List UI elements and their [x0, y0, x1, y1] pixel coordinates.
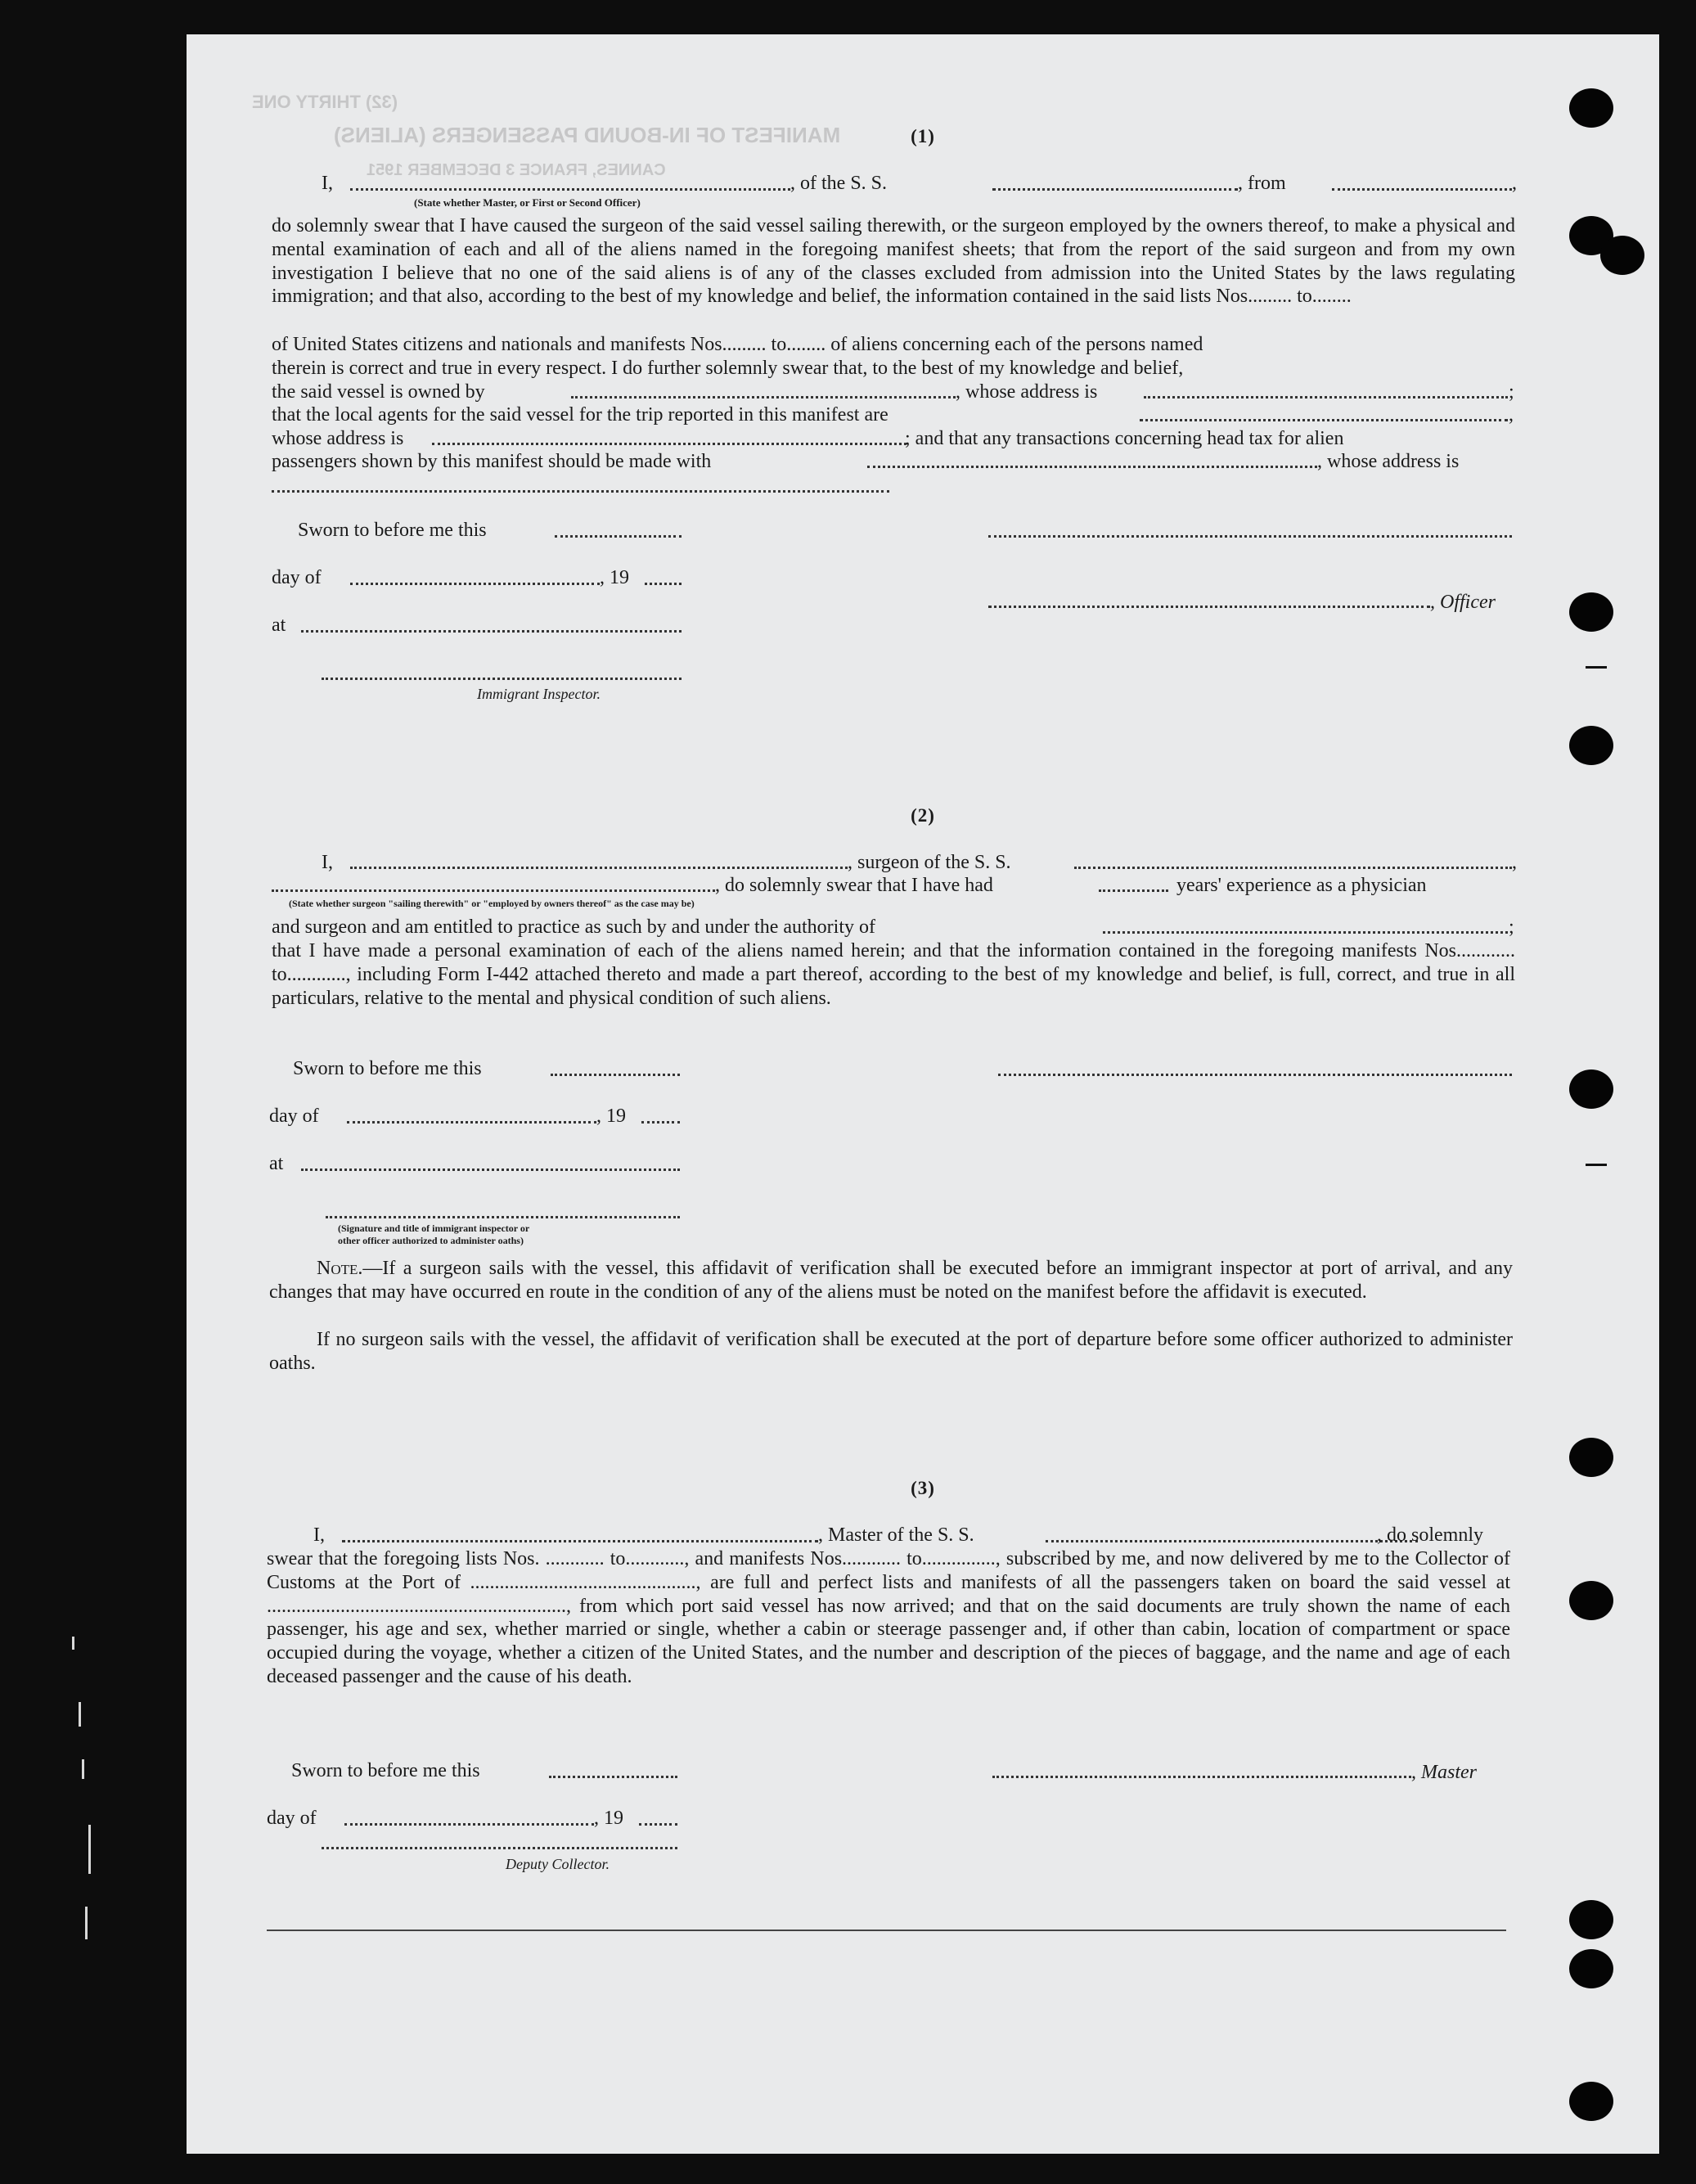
s1-blank-head-tax-party[interactable] — [867, 466, 1317, 468]
s2-blank-authority[interactable] — [1103, 931, 1508, 934]
punch-hole — [1569, 1581, 1613, 1620]
punch-hole — [1569, 2082, 1613, 2121]
section-3-number: (3) — [911, 1478, 935, 1498]
s2-status-note: (State whether surgeon "sailing therewith" or "employed by owners thereof" as the case may be) — [289, 898, 695, 909]
s3-sworn: Sworn to before me this — [291, 1760, 480, 1781]
scan-artifact — [85, 1907, 88, 1939]
s1-blank-sworn-date[interactable] — [555, 535, 682, 538]
section-1-number: (1) — [911, 126, 935, 146]
s2-blank-year[interactable] — [641, 1121, 680, 1124]
s2-blank-surgeon-name[interactable] — [350, 867, 848, 869]
s2-i: I, — [322, 852, 333, 873]
edge-tick — [1586, 1164, 1607, 1166]
punch-hole — [1569, 1900, 1613, 1939]
s2-blank-officer-signature[interactable] — [326, 1216, 680, 1218]
s1-blank-from[interactable] — [1332, 188, 1512, 191]
s1-blank-ship[interactable] — [992, 188, 1238, 191]
punch-hole — [1569, 592, 1613, 632]
punch-hole — [1569, 1949, 1613, 1988]
scan-artifact — [72, 1637, 74, 1650]
s3-blank-master-name[interactable] — [342, 1540, 818, 1542]
s1-blank-month[interactable] — [350, 583, 600, 585]
s1-whose-address: whose address is — [272, 428, 404, 449]
s3-nineteen: , 19 — [594, 1808, 623, 1829]
s3-body: swear that the foregoing lists Nos. ............ to............, and manifests Nos............ to..............., subscribed by me, and now delivered by me to the Collector of Customs at the Port of .............................................., are full and perfect lists and manifests of all the passengers taken on board the said vessel at ............................................................., from which port said vessel has now arrived; and that on the said documents are truly shown the name of each passenger, his age and sex, whether married or single, whether a cabin or steerage passenger and, if other than cabin, location of compartment or space occupied during the voyage, whether a citizen of the United States, and the number and description of the pieces of baggage, and the name and age of each deceased passenger and the cause of his death. — [267, 1548, 1510, 1687]
s3-master-of-ss: , Master of the S. S. — [818, 1524, 974, 1546]
s1-blank-inspector-signature[interactable] — [322, 678, 682, 680]
s2-blank-years[interactable] — [1099, 889, 1168, 892]
s1-from: , from — [1238, 173, 1286, 194]
s1-head-tax: ; and that any transactions concerning head tax for alien — [905, 428, 1344, 449]
s1-blank-pass-address[interactable] — [272, 490, 889, 493]
s2-blank-surgeon-signature[interactable] — [998, 1074, 1512, 1076]
s1-comma: , — [1512, 173, 1517, 194]
s2-semicolon: ; — [1509, 916, 1514, 938]
punch-hole — [1569, 1438, 1613, 1477]
s1-day-of: day of — [272, 567, 322, 588]
s2-blank-sworn-date[interactable] — [551, 1074, 680, 1076]
bleed-through-line-1: (32) THIRTY ONE — [252, 92, 398, 112]
s2-note-text: —If a surgeon sails with the vessel, this affidavit of verification shall be executed before an immigrant inspector at port of arrival, and any changes that may have occurred en route in the condition of any of the aliens must be noted on the manifest before the affidavit is executed. — [269, 1258, 1513, 1303]
s2-note — [269, 1257, 1513, 1304]
s1-blank-agents[interactable] — [1140, 419, 1508, 421]
s2-blank-month[interactable] — [347, 1121, 596, 1124]
s2-solemnly: , do solemnly swear that I have had — [715, 875, 993, 896]
punch-hole — [1569, 1069, 1613, 1109]
s3-master-label: , Master — [1411, 1762, 1477, 1783]
s2-comma: , — [1512, 852, 1517, 873]
section-2-number: (2) — [911, 805, 935, 826]
s1-body: do solemnly swear that I have caused the surgeon of the said vessel sailing therewith, or the surgeon employed by the owners thereof, to make a physical and mental examination of each and all of the aliens named in the foregoing manifest sheets; that from the report of the said surgeon and from my own investigation I believe that no one of the said aliens is of any of the classes excluded from admission into the United States by the laws regulating immigration; and that also, according to the best of my knowledge and belief, the information contained in the said lists Nos......... to........ — [272, 215, 1515, 308]
punch-hole — [1600, 236, 1644, 275]
s2-blank-status[interactable] — [272, 889, 715, 892]
edge-tick — [1586, 666, 1607, 669]
punch-hole — [1569, 726, 1613, 765]
s2-note-label: Note. — [317, 1258, 363, 1279]
s1-at: at — [272, 615, 286, 636]
s2-blank-ship[interactable] — [1074, 867, 1512, 869]
s3-blank-sworn-date[interactable] — [549, 1776, 677, 1778]
s1-owner-address-label: , whose address is — [956, 381, 1098, 403]
s1-blank-officer-name[interactable] — [350, 188, 790, 191]
s2-blank-place[interactable] — [301, 1169, 680, 1171]
s2-sig-note-2: other officer authorized to administer oaths) — [338, 1235, 524, 1246]
manifest-page — [187, 34, 1659, 2154]
s3-blank-master-signature[interactable] — [992, 1776, 1411, 1778]
s2-surgeon-of-ss: , surgeon of the S. S. — [848, 852, 1011, 873]
s3-solemnly: , do solemnly — [1377, 1524, 1483, 1546]
s3-day-of: day of — [267, 1808, 317, 1829]
s2-day-of: day of — [269, 1106, 319, 1127]
s1-pass-address: , whose address is — [1317, 451, 1460, 472]
s1-owned-by: the said vessel is owned by — [272, 381, 485, 403]
s1-us-citizens: of United States citizens and nationals and manifests Nos......... to........ of aliens concerning each of the persons named — [272, 334, 1203, 355]
s1-inspector-label: Immigrant Inspector. — [477, 686, 601, 702]
s2-body: that I have made a personal examination of each of the aliens named herein; and that the information contained in the foregoing manifests Nos............ to............, including Form I-442 attached thereto and made a part thereof, according to the best of my knowledge and belief, is full, correct, and true in all particulars, relative to the mental and physical condition of such aliens. — [272, 940, 1515, 1009]
s1-officer-label: , Officer — [1430, 592, 1496, 613]
s1-officer-note: (State whether Master, or First or Second Officer) — [414, 196, 641, 209]
s1-agents: that the local agents for the said vessel for the trip reported in this manifest are — [272, 404, 888, 426]
s1-line-i: I, — [322, 173, 333, 194]
s2-physician: years' experience as a physician — [1176, 875, 1427, 896]
s3-blank-ship[interactable] — [1046, 1540, 1418, 1542]
s3-collector-label: Deputy Collector. — [506, 1856, 610, 1872]
s1-blank-owner-address[interactable] — [1144, 396, 1508, 399]
s1-blank-officer-signature[interactable] — [988, 535, 1512, 538]
s3-blank-month[interactable] — [344, 1823, 594, 1826]
bottom-rule — [267, 1930, 1506, 1931]
s3-blank-year[interactable] — [639, 1823, 677, 1826]
s1-therein: therein is correct and true in every respect. I do further solemnly swear that, to the best of my knowledge and belief, — [272, 358, 1184, 379]
s2-authority: and surgeon and am entitled to practice as such by and under the authority of — [272, 916, 875, 938]
s1-blank-officer-title[interactable] — [988, 606, 1430, 608]
s1-blank-year[interactable] — [645, 583, 682, 585]
s1-sworn: Sworn to before me this — [298, 520, 487, 541]
scan-artifact — [79, 1702, 81, 1727]
s2-nineteen: , 19 — [596, 1106, 626, 1127]
s2-sig-note-1: (Signature and title of immigrant inspector or — [338, 1223, 530, 1234]
bleed-through-line-3: CANNES, FRANCE 3 DECEMBER 1951 — [367, 161, 666, 179]
s2-sworn: Sworn to before me this — [293, 1058, 482, 1079]
bleed-through-line-2: MANIFEST OF IN-BOUND PASSENGERS (ALIENS) — [334, 123, 841, 147]
punch-hole — [1569, 88, 1613, 128]
s1-agents-comma: , — [1509, 404, 1514, 426]
s1-of-ss: , of the S. S. — [790, 173, 888, 194]
s1-blank-owner[interactable] — [571, 396, 956, 399]
s3-i: I, — [313, 1524, 325, 1546]
s1-semicolon: ; — [1509, 381, 1514, 403]
s1-blank-place[interactable] — [301, 630, 682, 633]
s2-note-2: If no surgeon sails with the vessel, the affidavit of verification shall be executed at the port of departure before some officer authorized to administer oaths. — [269, 1329, 1513, 1374]
s3-blank-collector-signature[interactable] — [322, 1847, 677, 1849]
s1-passengers: passengers shown by this manifest should be made with — [272, 451, 712, 472]
s1-nineteen: , 19 — [600, 567, 629, 588]
scan-artifact — [88, 1825, 91, 1874]
scan-artifact — [82, 1759, 84, 1779]
s2-at: at — [269, 1153, 284, 1174]
s1-blank-agent-address[interactable] — [432, 443, 906, 445]
